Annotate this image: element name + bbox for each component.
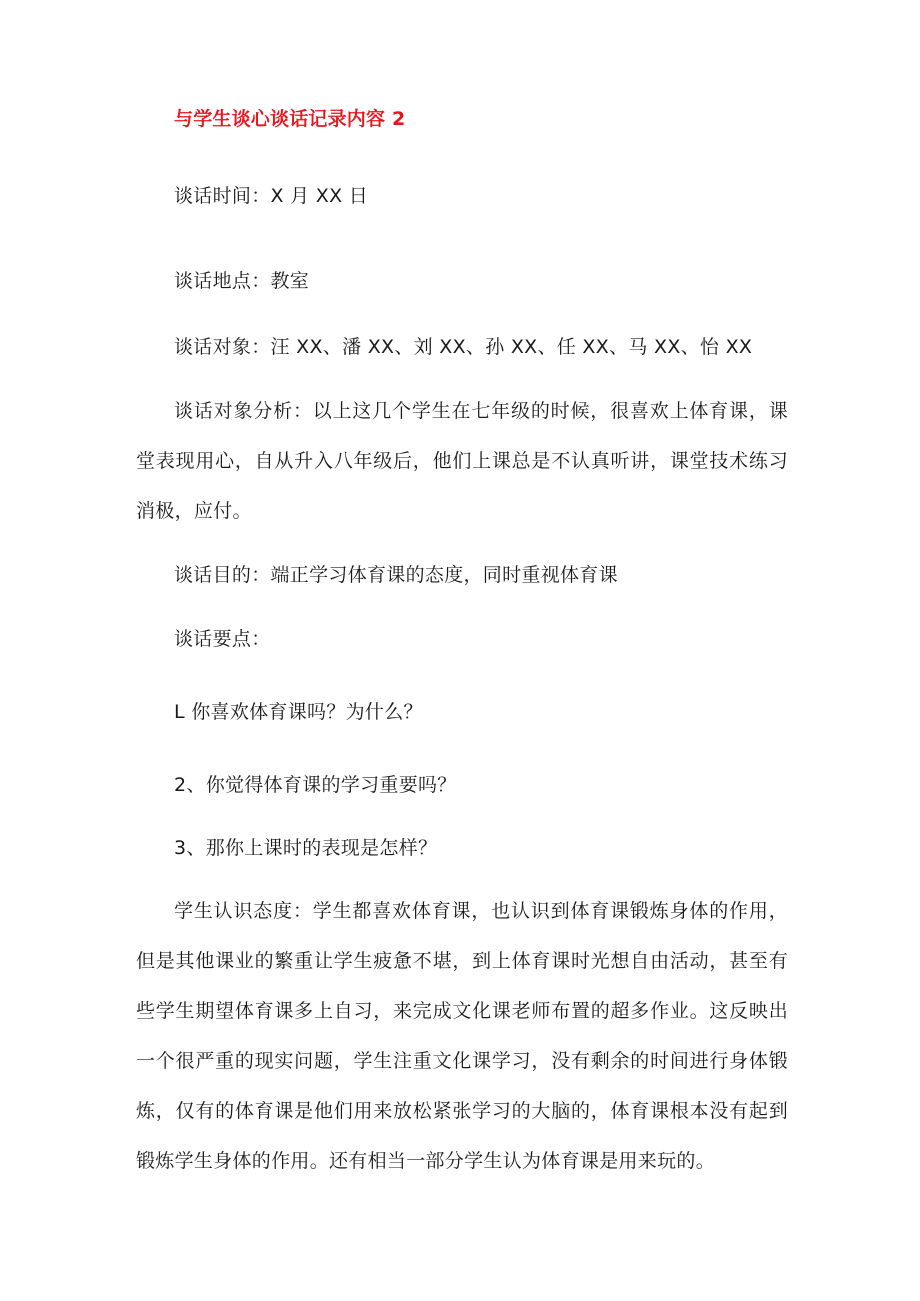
question-item: 2、你觉得体育课的学习重要吗？ [174, 774, 457, 796]
key-points-label: 谈话要点： [174, 628, 271, 650]
student-attitude-paragraph: 学生认识态度：学生都喜欢体育课，也认识到体育课锻炼身体的作用，但是其他课业的繁重让学生疲惫不堪，到上体育课时光想自由活动，甚至有些学生期望体育课多上自习，来完成文化课老师布置的超多作业。这反映出一个很严重的现实问题，学生注重文化课学习，没有剩余的时间进行身体锻炼，仅有的体育课是他们用来放松紧张学习的大脑的，体育课根本没有起到锻炼学生身体的作用。还有相当一部分学生认为体育课是用来玩的。 [136, 900, 788, 1172]
subject-analysis-paragraph: 谈话对象分析：以上这几个学生在七年级的时候，很喜欢上体育课，课堂表现用心，自从升入八年级后，他们上课总是不认真听讲，课堂技术练习消极，应付。 [136, 400, 788, 522]
document-title: 与学生谈心谈话记录内容 2 [174, 108, 406, 130]
talk-place: 谈话地点：教室 [174, 270, 310, 292]
question-item: 3、那你上课时的表现是怎样？ [174, 837, 438, 859]
talk-purpose: 谈话目的：端正学习体育课的态度，同时重视体育课 [174, 564, 618, 586]
talk-subjects: 谈话对象：汪 XX、潘 XX、刘 XX、孙 XX、任 XX、马 XX、怡 XX [174, 336, 753, 358]
talk-time: 谈话时间：X 月 XX 日 [174, 185, 369, 207]
question-item: L 你喜欢体育课吗？为什么？ [174, 701, 423, 723]
